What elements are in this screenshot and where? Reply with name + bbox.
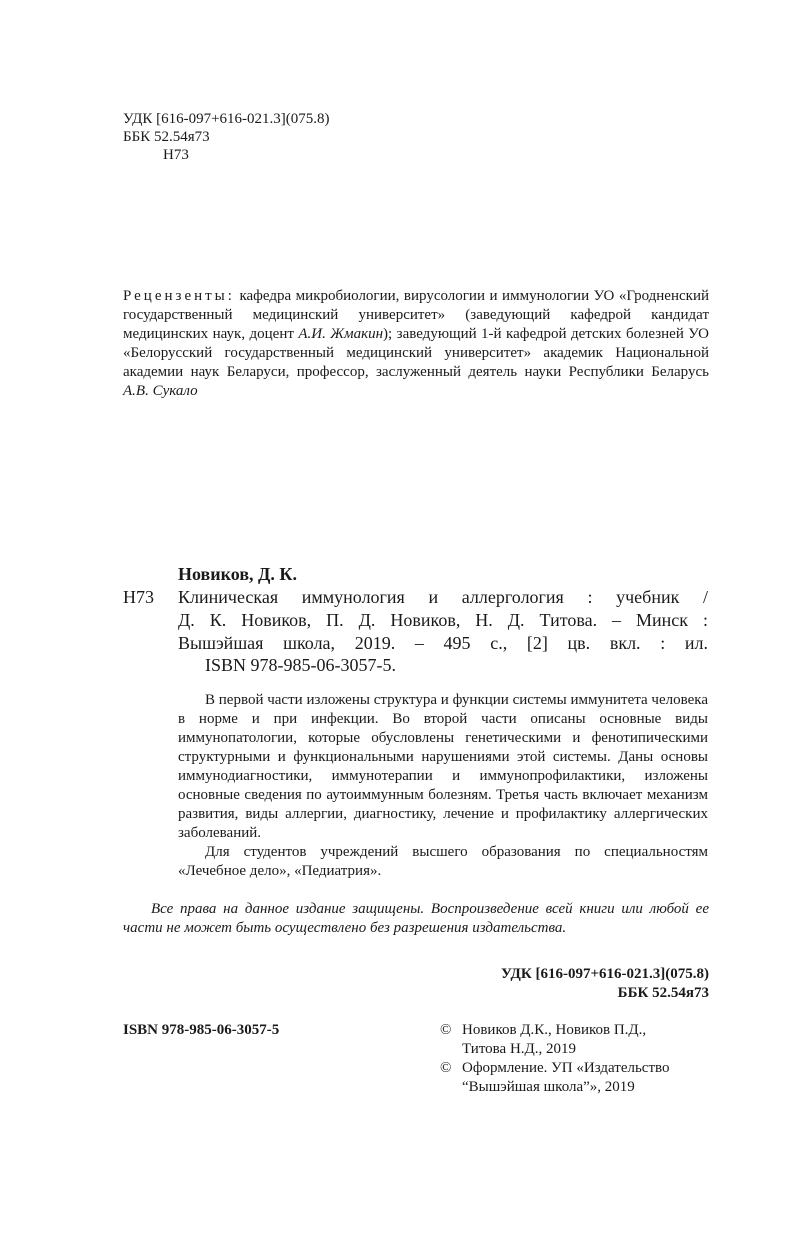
copyright-design — [440, 1059, 670, 1097]
rights-notice — [123, 900, 709, 938]
reviewers-text-1: кафедра микробиологии, вирусологии и иммунологии УО «Гродненский государственный медицинский университет» (заведующий кафедрой кандидат медицинских наук, доцент — [123, 288, 709, 342]
reviewer-name-2: А.В. Сукало — [123, 383, 198, 399]
annotation — [178, 691, 708, 881]
copyrights-block — [440, 1021, 670, 1097]
catalog-title-line: Клиническая иммунология и аллергология : учебник / — [178, 587, 708, 607]
catalog-authors-line: Д. К. Новиков, П. Д. Новиков, Н. Д. Титова. – Минск : — [178, 610, 708, 630]
bottom-bbk: ББК 52.54я73 — [617, 985, 709, 1001]
copyright-design-line-1: Оформление. УП «Издательство — [462, 1060, 670, 1076]
annotation-audience: Для студентов учреждений высшего образования по специальностям «Лечебное дело», «Педиатрия». — [178, 844, 708, 879]
reviewers-paragraph — [123, 287, 709, 401]
copyright-icon: © — [440, 1022, 452, 1038]
bottom-udk: УДК [616-097+616-021.3](075.8) — [501, 966, 709, 982]
bbk-code: ББК 52.54я73 — [123, 129, 210, 145]
catalog-publisher-line: Вышэйшая школа, 2019. – 495 с., [2] цв. вкл. : ил. — [178, 633, 708, 653]
bottom-classification — [501, 965, 709, 1003]
author-mark: Н73 — [163, 147, 189, 163]
reviewer-name-1: А.И. Жмакин — [298, 326, 384, 342]
udk-code: УДК [616-097+616-021.3](075.8) — [123, 111, 330, 127]
bottom-isbn: ISBN 978-985-06-3057-5 — [123, 1022, 280, 1038]
classification-block — [123, 110, 330, 164]
copyright-authors-line-1: Новиков Д.К., Новиков П.Д., — [462, 1022, 647, 1038]
reviewers-text-2: ); заведующий 1-й кафедрой детских болезней УО «Белорусский государственный медицинский университет» академик Национальной академии наук Беларуси, профессор, заслуженный деятель науки Республики Беларусь — [123, 326, 709, 380]
catalog-isbn: ISBN 978-985-06-3057-5. — [205, 655, 396, 675]
copyright-authors — [440, 1021, 670, 1059]
copyright-icon: © — [440, 1060, 452, 1076]
copyright-authors-line-2: Титова Н.Д., 2019 — [462, 1041, 577, 1057]
rights-notice-text: Все права на данное издание защищены. Воспроизведение всей книги или любой ее части не может быть осуществлено без разрешения издательства. — [123, 901, 709, 936]
catalog-author: Новиков, Д. К. — [178, 564, 297, 584]
catalog-code: Н73 — [123, 587, 154, 607]
copyright-design-line-2: “Вышэйшая школа”», 2019 — [462, 1079, 635, 1095]
catalog-entry — [178, 586, 708, 655]
annotation-paragraph: В первой части изложены структура и функции системы иммунитета человека в норме и при инфекции. Во второй части описаны основные виды иммунопатологии, которые обусловлены генетическими и фенотипическими структурными и функциональными нарушениями этой системы. Даны основы иммунодиагностики, иммунотерапии и иммунопрофилактики, изложены основные сведения по аутоиммунным болезням. Третья часть включает механизм развития, виды аллергии, диагностику, лечение и профилактику аллергических заболеваний. — [178, 692, 708, 841]
reviewers-label: Рецензенты: — [123, 288, 235, 304]
